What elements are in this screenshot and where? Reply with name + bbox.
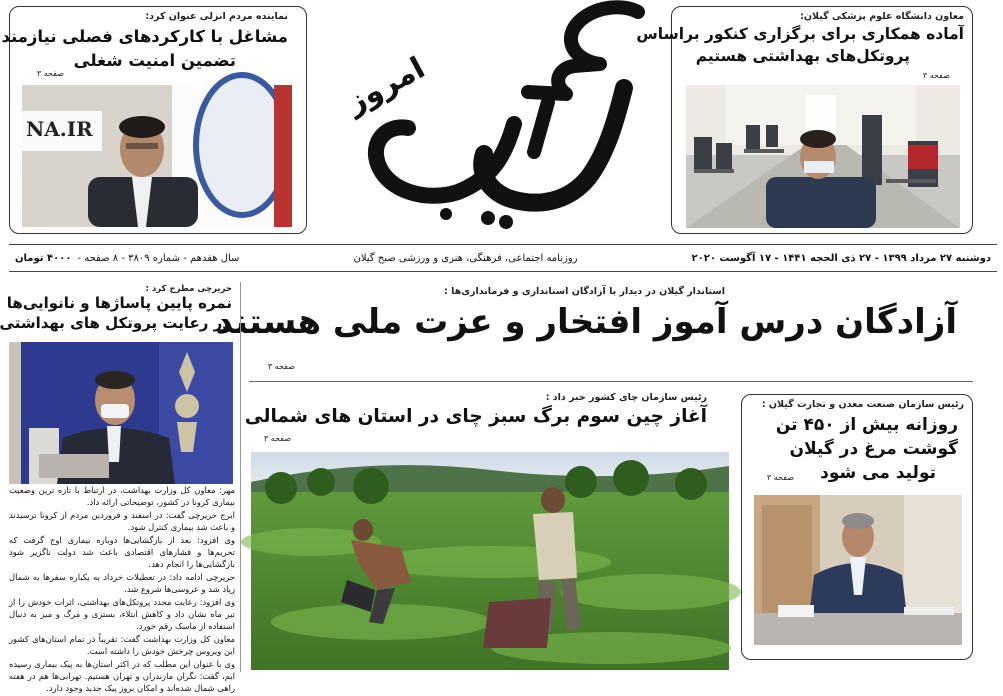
top-left-kicker: نماینده مردم انزلی عنوان کرد: <box>145 11 288 22</box>
masthead-logo-art <box>338 2 658 242</box>
mp-portrait-photo <box>22 85 292 227</box>
top-left-headline-line-1: مشاغل با کارکردهای فصلی نیازمند <box>1 27 288 46</box>
main-story[interactable] <box>215 282 973 382</box>
body-paragraph: وی افزود: رعایت مجدد پروتکل‌های بهداشتی، اثرات خودش را از تیر ماه نشان داد و کاهش ابتلاء، بستری و مرگ و میر به دنبال استفاده از ماسک رقم خورد. <box>9 597 235 631</box>
tea-story-kicker: رئیس سازمان چای کشور خبر داد : <box>545 392 707 403</box>
tea-story-headline: آغاز چین سوم برگ سبز چای در استان های شمالی <box>244 406 707 427</box>
top-right-kicker: معاون دانشگاه علوم پزشکی گیلان: <box>800 11 964 22</box>
body-paragraph: مهر: معاون کل وزارت بهداشت، در ارتباط با تازه ترین وضعیت بیماری کرونا در کشور، توضیحاتی ارائه داد. <box>9 485 235 507</box>
paper-description: روزنامه اجتماعی، فرهنگی، هنری و ورزشی صبح گیلان <box>353 252 578 264</box>
masthead-logo[interactable] <box>338 2 658 242</box>
main-story-page-ref: صفحه ۳ <box>267 362 295 371</box>
tea-harvest-photo <box>251 452 729 670</box>
health-official-photo <box>9 342 233 484</box>
body-paragraph: حریرچی ادامه داد: در تعطیلات خرداد به یکباره سفرها به شمال زیاد شد و عروسی‌ها شروع شد. <box>9 572 235 594</box>
top-right-headline-line-1: آماده همکاری برای برگزاری کنکور براساس <box>636 25 964 43</box>
exam-hall-illustration <box>686 85 960 228</box>
top-right-headline-line-2: پروتکل‌های بهداشتی هستیم <box>695 47 910 65</box>
body-paragraph: ایرج حریرچی گفت: در اسفند و فروردین مردم از کرونا ترسیدند و باعث شد بیماری کنترل شود. <box>9 510 235 532</box>
body-paragraph: وی با عنوان این مطلب که در اکثر استان‌ها به پیک بیماری رسیده ایم، گفت: نگران مازندران و تهران هستیم. تهرانی‌ها هم در هفته راهی شمال شده‌اند و امکان بروز پیک جدید وجود دارد. <box>9 659 235 693</box>
left-story-headline-line-1: نمره پایین پاساژها و نانوایی‌ها <box>6 294 232 312</box>
masthead-subtitle: امروز <box>340 50 431 121</box>
official-meeting-photo <box>754 495 962 645</box>
left-story-body <box>9 485 235 696</box>
main-story-kicker: استاندار گیلان در دیدار با آزادگان استانداری و فرمانداری‌ها : <box>444 286 725 297</box>
chicken-story-headline-line-2: گوشت مرغ در گیلان <box>789 439 958 459</box>
issue-date: دوشنبه ۲۷ مرداد ۱۳۹۹ - ۲۷ ذی الحجه ۱۴۴۱ - ۱۷ آگوست ۲۰۲۰ <box>691 252 991 264</box>
chicken-story-page-ref: صفحه ۳ <box>766 473 794 482</box>
mp-portrait-illustration <box>22 85 292 227</box>
tea-harvest-illustration <box>251 452 729 670</box>
chicken-story-headline-line-1: روزانه بیش از ۴۵۰ تن <box>775 415 958 435</box>
top-right-page-ref: صفحه ۳ <box>922 71 950 80</box>
info-bar <box>9 244 997 272</box>
chicken-story-box[interactable] <box>741 394 973 660</box>
masthead-title <box>338 2 340 3</box>
official-meeting-illustration <box>754 495 962 645</box>
exam-hall-photo <box>686 85 960 228</box>
top-left-page-ref: صفحه ۳ <box>36 69 64 78</box>
issue-number: سال هفدهم - شماره ۳۸۰۹ - ۸ صفحه - <box>77 252 240 264</box>
body-paragraph: وی افزود: بعد از بازگشایی‌ها دوباره بیماری اوج گرفت که تحریم‌ها و فشارهای اقتصادی باعث شد دولت ناگزیر شود بازگشایی‌ها را انجام دهد. <box>9 535 235 569</box>
tea-story-page-ref: صفحه ۳ <box>263 434 291 443</box>
top-left-story-box[interactable] <box>1 6 307 234</box>
left-story-headline-line-2: در رعایت پروتکل های بهداشتی <box>0 314 230 332</box>
photo-sign-text: NA.IR <box>26 117 93 141</box>
health-official-illustration <box>9 342 233 484</box>
issue-details <box>15 253 239 264</box>
main-story-headline: آزادگان درس آموز افتخار و عزت ملی هستند <box>215 302 957 342</box>
tea-story[interactable] <box>244 388 733 672</box>
left-story-kicker: حریرچی مطرح کرد : <box>145 284 232 294</box>
issue-price: ۴۰۰۰ تومان <box>15 252 72 264</box>
top-left-headline-line-2: تضمین امنیت شغلی <box>73 51 236 70</box>
top-right-story-box[interactable] <box>636 6 973 234</box>
chicken-story-headline-line-3: تولید می شود <box>820 463 936 483</box>
chicken-story-kicker: رئیس سازمان صنعت معدن و تجارت گیلان : <box>761 399 964 410</box>
body-paragraph: معاون کل وزارت بهداشت گفت: تقریباً در تمام استان‌های کشور این ویروس چرخش خودش را داشته است. <box>9 634 235 656</box>
